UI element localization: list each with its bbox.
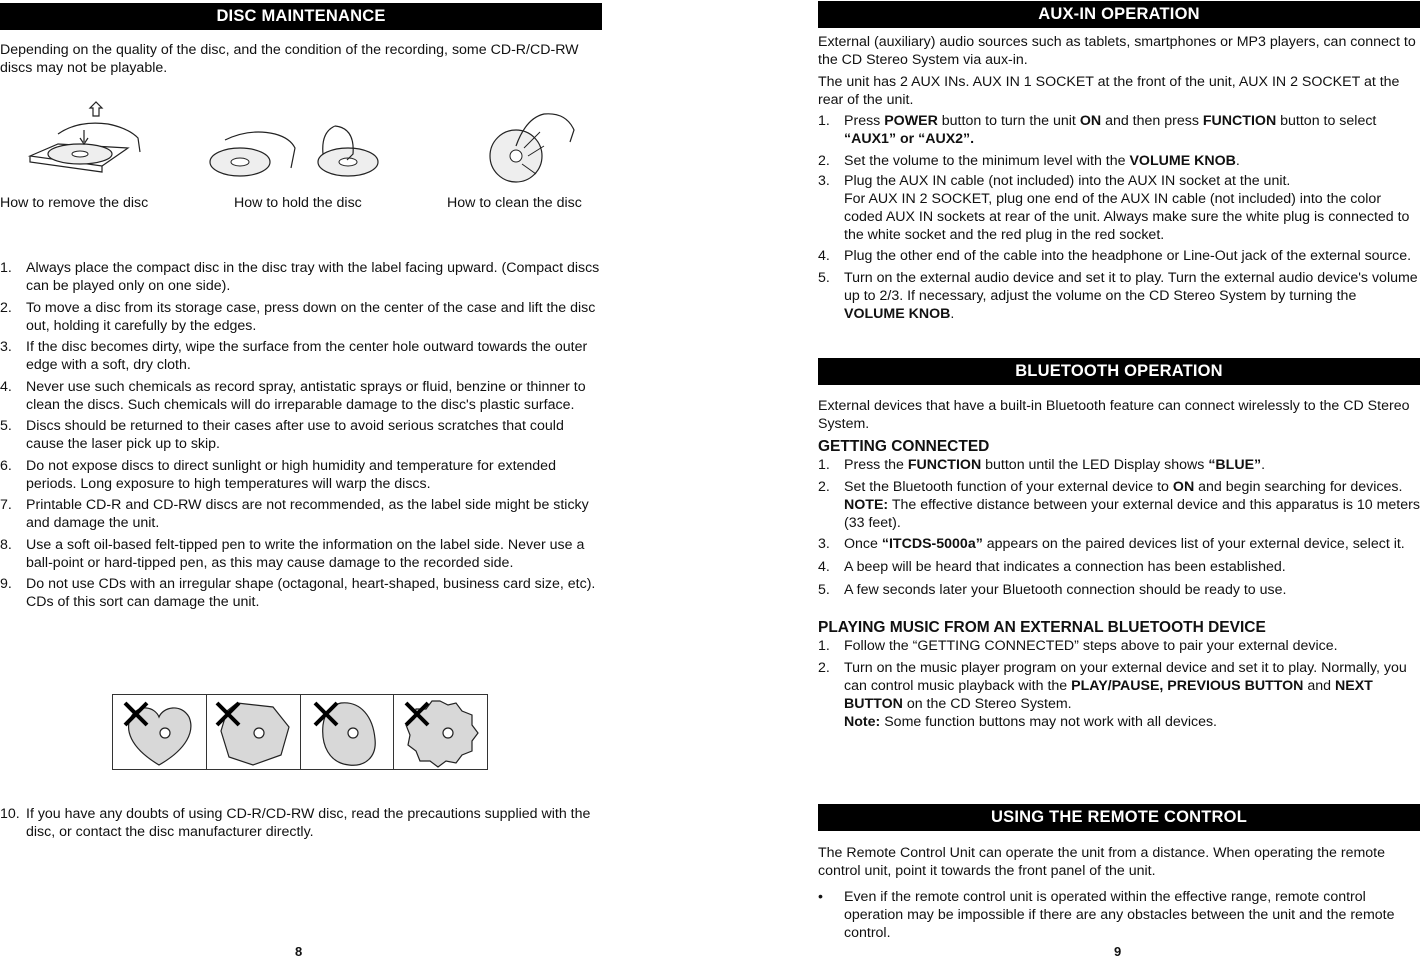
bluetooth-header: BLUETOOTH OPERATION	[818, 358, 1420, 385]
irregular-cd-table	[112, 694, 488, 770]
disc-intro: Depending on the quality of the disc, and the condition of the recording, some CD-R/CD-RW discs may not be playable.	[0, 42, 579, 76]
remote-control-section	[818, 844, 1420, 942]
list-item: 4. Plug the other end of the cable into the headphone or Line-Out jack of the external source.	[818, 248, 1412, 264]
getting-connected-heading: GETTING CONNECTED	[818, 438, 990, 455]
octagon-cd-cell	[207, 695, 301, 769]
list-item: 2. Set the volume to the minimum level with the VOLUME KNOB.	[818, 152, 1240, 169]
bluetooth-section	[818, 397, 1420, 731]
clean-disc-illustration	[486, 112, 578, 184]
disc-care-list	[0, 259, 602, 611]
jagged-cd-icon	[400, 697, 484, 769]
aux-in-header: AUX-IN OPERATION	[818, 1, 1420, 28]
page-number: 8	[295, 944, 303, 959]
list-item: 5. Discs should be returned to their cases after use to avoid serious scratches that could cause the laser pick up to skip.	[0, 418, 564, 452]
jagged-cd-cell	[394, 695, 487, 769]
heart-cd-cell	[113, 695, 207, 769]
aux-intro: External (auxiliary) audio sources such as tablets, smartphones or MP3 players, can connect to the CD Stereo System via aux-in.	[818, 34, 1416, 68]
list-item: 9. Do not use CDs with an irregular shape (octagonal, heart-shaped, business card size, etc). CDs of this sort can damage the unit.	[0, 576, 596, 610]
playing-music-heading: PLAYING MUSIC FROM AN EXTERNAL BLUETOOTH DEVICE	[818, 619, 1266, 636]
list-item: 10. If you have any doubts of using CD-R/CD-RW disc, read the precautions supplied with the disc, or contact the disc manufacturer directly.	[0, 806, 591, 840]
aux-in-section	[818, 33, 1420, 323]
octagon-cd-icon	[213, 699, 293, 767]
oval-cd-cell	[301, 695, 395, 769]
list-item: 4. Never use such chemicals as record spray, antistatic sprays or fluid, benzine or thinner to clean the discs. Such chemicals will do irreparable damage to the disc's plastic surface.	[0, 378, 586, 413]
aux-sockets-text: The unit has 2 AUX INs. AUX IN 1 SOCKET at the front of the unit, AUX IN 2 SOCKET at the rear of the unit.	[818, 73, 1400, 108]
right-page	[818, 0, 1420, 959]
bluetooth-intro: External devices that have a built-in Bluetooth feature can connect wirelessly to the CD Stereo System.	[818, 398, 1410, 432]
list-item: 1. Always place the compact disc in the disc tray with the label facing upward. (Compact discs can be played only on one side).	[0, 260, 600, 294]
list-item: 2. Turn on the music player program on your external device and set it to play. Normally, you can control music playback with the PLAY/PAUSE, PREVIOUS BUTTON and NEXT BUTTON on the CD Stereo System. Note: Some function buttons may not work with all devices.	[818, 659, 1407, 730]
list-item: 1. Follow the “GETTING CONNECTED” steps above to pair your external device.	[818, 638, 1338, 654]
disc-care-item-10	[0, 805, 602, 841]
remote-intro: The Remote Control Unit can operate the unit from a distance. When operating the remote control unit, point it towards the front panel of the unit.	[818, 845, 1386, 879]
caption-clean-disc: How to clean the disc	[447, 195, 582, 211]
list-item: • Even if the remote control unit is operated within the effective range, remote control operation may be impossible if there are any obstacles between the unit and the remote control.	[818, 889, 1395, 941]
hold-disc-illustration	[205, 124, 385, 184]
list-item: 1. Press the FUNCTION button until the LED Display shows “BLUE”.	[818, 457, 1266, 473]
caption-remove-disc: How to remove the disc	[0, 195, 149, 211]
oval-cd-icon	[313, 699, 385, 767]
list-item: 2. Set the Bluetooth function of your external device to ON and begin searching for devices. NOTE: The effective distance between your external device and this apparatus is 10 meters (33 feet).	[818, 478, 1420, 531]
heart-cd-icon	[119, 699, 199, 767]
list-item: 7. Printable CD-R and CD-RW discs are not recommended, as the label side might be sticky and damage the unit.	[0, 497, 589, 531]
list-item: 3. Once “ITCDS-5000a” appears on the paired devices list of your external device, select it.	[818, 536, 1405, 552]
list-item: 3. Plug the AUX IN cable (not included) into the AUX IN socket at the unit. For AUX IN 2 SOCKET, plug one end of the AUX IN cable (not included) into the color coded AUX IN sockets at rear of the unit. Always make sure the white plug is connected to the white socket and the red plug in the red socket.	[818, 172, 1410, 243]
caption-hold-disc: How to hold the disc	[234, 195, 362, 211]
list-item: 3. If the disc becomes dirty, wipe the surface from the center hole outward towards the outer edge with a soft, dry cloth.	[0, 339, 588, 373]
list-item: 4. A beep will be heard that indicates a connection has been established.	[818, 559, 1286, 575]
list-item: 2. To move a disc from its storage case, press down on the center of the case and lift the disc out, holding it carefully by the edges.	[0, 299, 596, 334]
list-item: 5. A few seconds later your Bluetooth connection should be ready to use.	[818, 582, 1287, 598]
list-item: 5. Turn on the external audio device and set it to play. Turn the external audio device's volume up to 2/3. If necessary, adjust the volume on the CD Stereo System by turning the VOLUME KNOB.	[818, 269, 1418, 322]
list-item: 1. Press POWER button to turn the unit ON and then press FUNCTION button to select “AUX1” or “AUX2”.	[818, 113, 1377, 147]
remote-control-header: USING THE REMOTE CONTROL	[818, 804, 1420, 831]
list-item: 6. Do not expose discs to direct sunlight or high humidity and temperature for extended periods. Long exposure to high temperatures will warp the discs.	[0, 457, 556, 492]
remove-disc-illustration	[28, 104, 148, 184]
list-item: 8. Use a soft oil-based felt-tipped pen to write the information on the label side. Never use a ball-point or hard-tipped pen, as this may cause damage to the recorded side.	[0, 536, 585, 571]
disc-maintenance-header: DISC MAINTENANCE	[0, 3, 602, 30]
page-number: 9	[1114, 944, 1122, 959]
left-page	[0, 0, 602, 959]
